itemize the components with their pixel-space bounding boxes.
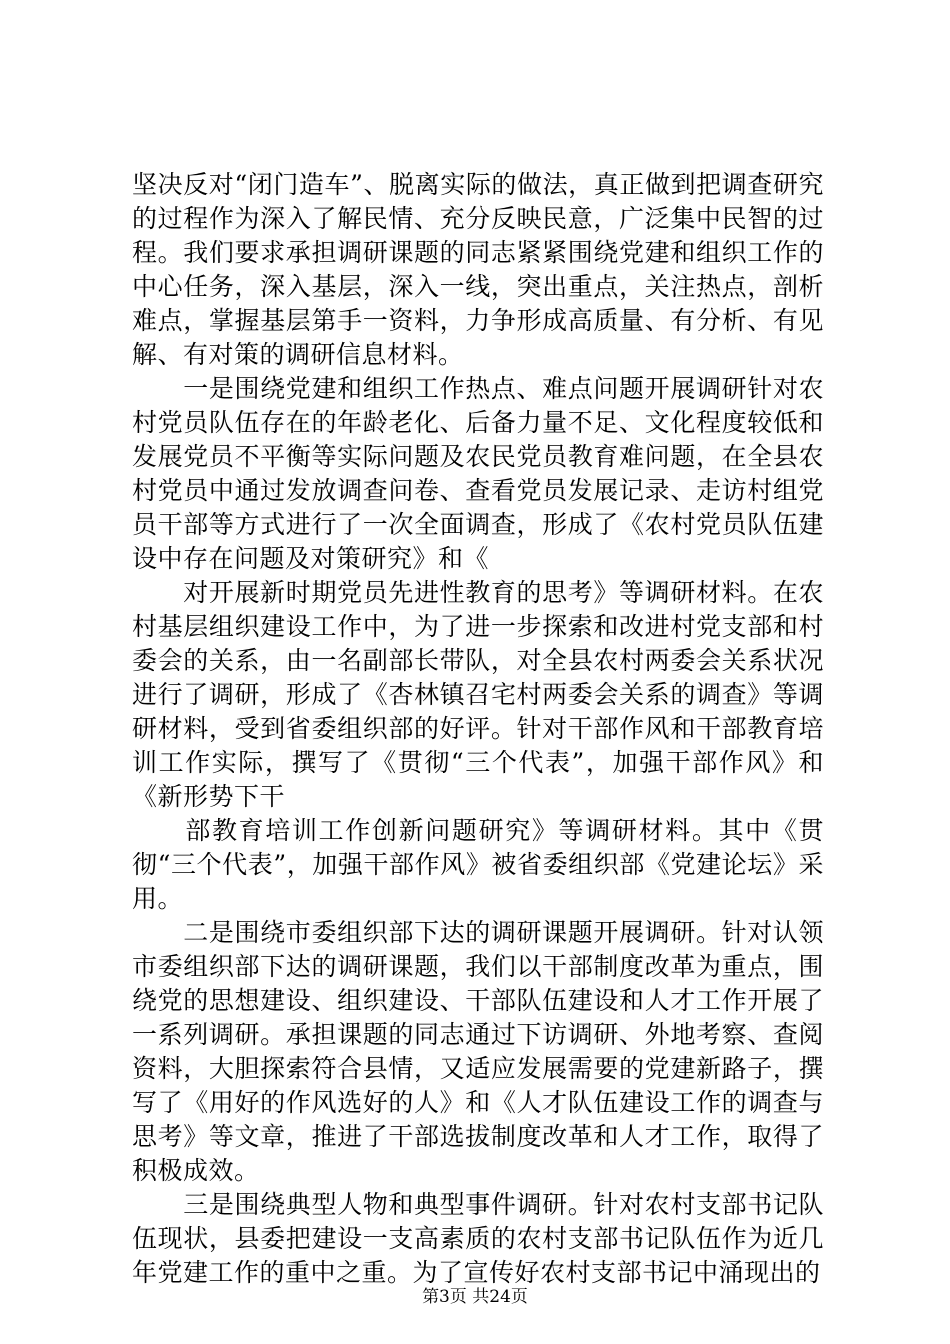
page-number-footer: 第3页 共24页	[422, 1287, 528, 1307]
paragraph-6: 三是围绕典型人物和典型事件调研。针对农村支部书记队伍现状，县委把建设一支高素质的农村支部书记队伍作为近几年党建工作的重中之重。为了宣传好农村支部书记中涌现出的	[132, 1190, 824, 1287]
paragraph-4: 部教育培训工作创新问题研究》等调研材料。其中《贯彻“三个代表”，加强干部作风》被省委组织部《党建论坛》采用。	[132, 816, 824, 913]
document-body	[132, 168, 824, 1290]
paragraph-3: 对开展新时期党员先进性教育的思考》等调研材料。在农村基层组织建设工作中，为了进一步探索和改进村党支部和村委会的关系，由一名副部长带队，对全县农村两委会关系状况进行了调研，形成了《杏林镇召宅村两委会关系的调查》等调研材料，受到省委组织部的好评。针对干部作风和干部教育培训工作实际，撰写了《贯彻“三个代表”，加强干部作风》和《新形势下干	[132, 578, 824, 811]
paragraph-1: 坚决反对“闭门造车”、脱离实际的做法，真正做到把调查研究的过程作为深入了解民情、充分反映民意，广泛集中民智的过程。我们要求承担调研课题的同志紧紧围绕党建和组织工作的中心任务，深入基层，深入一线，突出重点，关注热点，剖析难点，掌握基层第手一资料，力争形成高质量、有分析、有见解、有对策的调研信息材料。	[132, 170, 824, 369]
paragraph-2: 一是围绕党建和组织工作热点、难点问题开展调研针对农村党员队伍存在的年龄老化、后备力量不足、文化程度较低和发展党员不平衡等实际问题及农民党员教育难问题，在全县农村党员中通过发放调查问卷、查看党员发展记录、走访村组党员干部等方式进行了一次全面调查，形成了《农村党员队伍建设中存在问题及对策研究》和《	[132, 374, 824, 573]
paragraph-5: 二是围绕市委组织部下达的调研课题开展调研。针对认领市委组织部下达的调研课题，我们以干部制度改革为重点，围绕党的思想建设、组织建设、干部队伍建设和人才工作开展了一系列调研。承担课题的同志通过下访调研、外地考察、查阅资料，大胆探索符合县情，又适应发展需要的党建新路子，撰写了《用好的作风选好的人》和《人才队伍建设工作的调查与思考》等文章，推进了干部选拔制度改革和人才工作，取得了积极成效。	[132, 918, 824, 1185]
